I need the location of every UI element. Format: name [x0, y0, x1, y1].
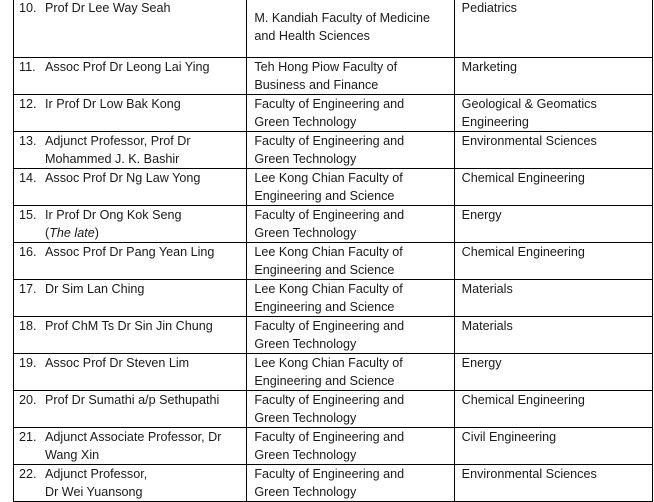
- department-text: Chemical Engineering: [461, 171, 585, 185]
- faculty-cell: [247, 132, 454, 169]
- name-line: Assoc Prof Dr Leong Lai Ying: [45, 60, 210, 74]
- faculty-line: Green Technology: [254, 226, 357, 240]
- name-cell: [14, 391, 247, 428]
- name-cell: [14, 317, 247, 354]
- name-line: Dr Sim Lan Ching: [45, 282, 145, 296]
- department-text: Energy: [461, 356, 502, 370]
- name-cell: [14, 132, 247, 169]
- row-number: 14.: [19, 171, 37, 185]
- faculty-line: Teh Hong Piow Faculty of: [254, 60, 398, 74]
- roster-body: [14, 0, 653, 502]
- row-number: 19.: [19, 356, 37, 370]
- row-number: 21.: [19, 430, 37, 444]
- faculty-cell: [247, 206, 454, 243]
- department-text: Environmental Sciences: [461, 134, 597, 148]
- row-number: 12.: [19, 97, 37, 111]
- row-number: 11.: [19, 60, 36, 74]
- name-cell: [14, 206, 247, 243]
- name-note: (The late): [45, 226, 99, 240]
- faculty-line: Green Technology: [254, 411, 357, 425]
- faculty-line: Lee Kong Chian Faculty of: [254, 356, 403, 370]
- name-line: Mohammed J. K. Bashir: [45, 152, 180, 166]
- faculty-cell: [247, 58, 454, 95]
- table-row: [14, 354, 653, 391]
- name-cell: [14, 95, 247, 132]
- faculty-line: Lee Kong Chian Faculty of: [254, 245, 403, 259]
- name-line: Ir Prof Dr Ong Kok Seng: [45, 208, 182, 222]
- faculty-line: Lee Kong Chian Faculty of: [254, 282, 403, 296]
- faculty-line: Faculty of Engineering and: [254, 393, 405, 407]
- name-cell: [14, 465, 247, 502]
- table-row: [14, 58, 653, 95]
- department-text: Geological & Geomatics Engineering: [461, 97, 597, 129]
- department-cell: [454, 354, 652, 391]
- department-cell: [454, 95, 652, 132]
- row-number: 16.: [19, 245, 37, 259]
- faculty-line: Faculty of Engineering and: [254, 134, 405, 148]
- faculty-line: Green Technology: [254, 337, 357, 351]
- faculty-line: Engineering and Science: [254, 374, 395, 388]
- faculty-cell: [247, 243, 454, 280]
- department-text: Chemical Engineering: [461, 245, 585, 259]
- faculty-cell: [247, 95, 454, 132]
- faculty-line: Green Technology: [254, 485, 357, 499]
- faculty-line: Green Technology: [254, 448, 357, 462]
- faculty-line: Engineering and Science: [254, 300, 395, 314]
- name-line: Prof Dr Sumathi a/p Sethupathi: [45, 393, 220, 407]
- faculty-line: Green Technology: [254, 152, 357, 166]
- faculty-line: Faculty of Engineering and: [254, 430, 405, 444]
- name-note-text: The late: [49, 226, 95, 240]
- table-row: [14, 132, 653, 169]
- name-cell: [14, 243, 247, 280]
- department-text: Materials: [461, 282, 513, 296]
- table-row: [14, 206, 653, 243]
- faculty-line: M. Kandiah Faculty of Medicine: [254, 11, 431, 25]
- faculty-line: Green Technology: [254, 115, 357, 129]
- department-cell: [454, 169, 652, 206]
- department-cell: [454, 0, 652, 58]
- table-row: [14, 95, 653, 132]
- department-text: Chemical Engineering: [461, 393, 585, 407]
- department-cell: [454, 132, 652, 169]
- department-cell: [454, 58, 652, 95]
- name-line: Adjunct Professor, Prof Dr: [45, 134, 191, 148]
- row-number: 15.: [19, 208, 37, 222]
- faculty-line: Engineering and Science: [254, 189, 395, 203]
- faculty-cell: [247, 280, 454, 317]
- faculty-line: Business and Finance: [254, 78, 379, 92]
- row-number: 10.: [19, 1, 37, 15]
- department-cell: [454, 243, 652, 280]
- table-row: [14, 169, 653, 206]
- name-cell: [14, 280, 247, 317]
- faculty-cell: [247, 0, 454, 58]
- faculty-cell: [247, 428, 454, 465]
- faculty-line: Engineering and Science: [254, 263, 395, 277]
- faculty-line: Faculty of Engineering and: [254, 319, 405, 333]
- name-cell: [14, 354, 247, 391]
- name-cell: [14, 428, 247, 465]
- row-number: 17.: [19, 282, 37, 296]
- name-cell: [14, 169, 247, 206]
- department-text: Marketing: [461, 60, 517, 74]
- table-row: [14, 280, 653, 317]
- faculty-cell: [247, 317, 454, 354]
- department-cell: [454, 428, 652, 465]
- department-cell: [454, 280, 652, 317]
- name-line: Prof Dr Lee Way Seah: [45, 1, 171, 15]
- faculty-cell: [247, 354, 454, 391]
- table-row: [14, 243, 653, 280]
- name-line: Dr Wei Yuansong: [45, 485, 143, 499]
- faculty-cell: [247, 391, 454, 428]
- department-text: Pediatrics: [461, 1, 517, 15]
- department-cell: [454, 391, 652, 428]
- row-number: 18.: [19, 319, 37, 333]
- name-line: Prof ChM Ts Dr Sin Jin Chung: [45, 319, 213, 333]
- department-cell: [454, 465, 652, 502]
- department-text: Energy: [461, 208, 502, 222]
- row-number: 20.: [19, 393, 37, 407]
- name-line: Ir Prof Dr Low Bak Kong: [45, 97, 181, 111]
- name-line: Assoc Prof Dr Pang Yean Ling: [45, 245, 215, 259]
- row-number: 22.: [19, 467, 37, 481]
- table-row: [14, 0, 653, 58]
- department-text: Materials: [461, 319, 513, 333]
- table-row: [14, 465, 653, 502]
- table-row: [14, 391, 653, 428]
- department-cell: [454, 317, 652, 354]
- table-row: [14, 428, 653, 465]
- department-text: Environmental Sciences: [461, 467, 597, 481]
- name-line: Assoc Prof Dr Steven Lim: [45, 356, 190, 370]
- name-line: Adjunct Associate Professor, Dr: [45, 430, 222, 444]
- department-cell: [454, 206, 652, 243]
- faculty-line: Faculty of Engineering and: [254, 97, 405, 111]
- roster-table: [13, 0, 653, 502]
- faculty-line: Faculty of Engineering and: [254, 467, 405, 481]
- name-line: Wang Xin: [45, 448, 100, 462]
- faculty-line: Faculty of Engineering and: [254, 208, 405, 222]
- name-line: Adjunct Professor,: [45, 467, 148, 481]
- table-row: [14, 317, 653, 354]
- name-cell: [14, 0, 247, 58]
- name-line: Assoc Prof Dr Ng Law Yong: [45, 171, 201, 185]
- faculty-cell: [247, 465, 454, 502]
- name-cell: [14, 58, 247, 95]
- faculty-line: Lee Kong Chian Faculty of: [254, 171, 403, 185]
- faculty-line: and Health Sciences: [254, 29, 370, 43]
- row-number: 13.: [19, 134, 37, 148]
- faculty-cell: [247, 169, 454, 206]
- department-text: Civil Engineering: [461, 430, 557, 444]
